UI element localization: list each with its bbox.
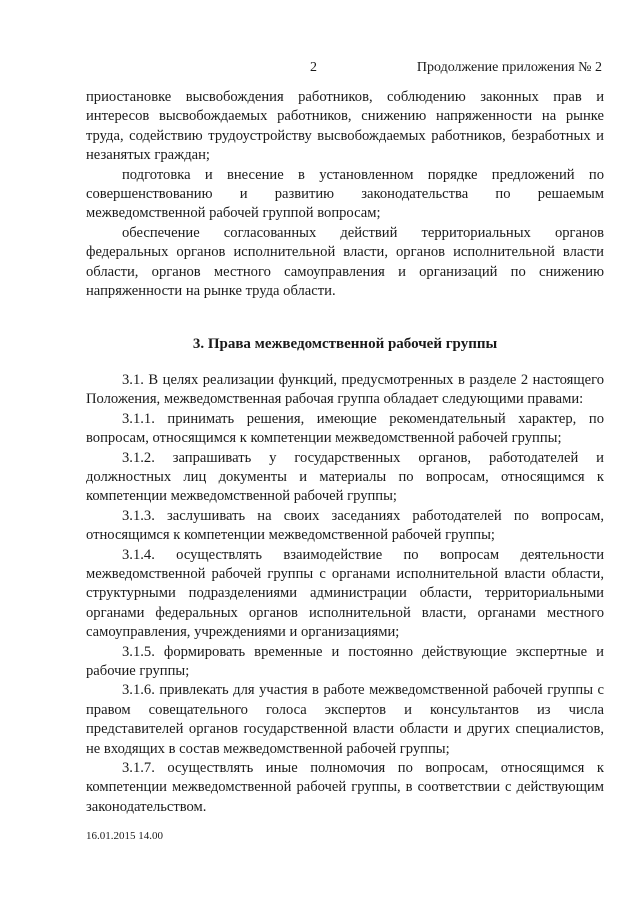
right-3-1-2: 3.1.2. запрашивать у государственных органов, работодателей и должностных лиц документы и материалы по вопросам, относящимся к компетенции межведомственной рабочей группы; <box>86 449 604 505</box>
right-3-1-3: 3.1.3. заслушивать на своих заседаниях работодателей по вопросам, относящимся к компетенции межведомственной рабочей группы; <box>86 507 604 544</box>
footer-timestamp: 16.01.2015 14.00 <box>86 830 163 842</box>
appendix-note: Продолжение приложения № 2 <box>416 60 602 75</box>
section-heading: 3. Права межведомственной рабочей группы <box>192 336 498 353</box>
right-3-1-5: 3.1.5. формировать временные и постоянно действующие экспертные и рабочие группы; <box>86 643 604 679</box>
document-body <box>86 88 604 817</box>
right-3-1: 3.1. В целях реализации функций, предусмотренных в разделе 2 настоящего Положения, межведомственная рабочая группа обладает следующими правами: <box>86 371 604 408</box>
continuation-paragraph: приостановке высвобождения работников, соблюдению законных прав и интересов высвобождаемых работников, снижению напряженности на рынке труда, содействию трудоустройству высвобождаемых работников, безработных и незанятых граждан; <box>86 89 604 164</box>
right-3-1-7: 3.1.7. осуществлять иные полномочия по вопросам, относящимся к компетенции межведомственной рабочей группы, в соответствии с действующим законодательством. <box>86 760 604 815</box>
paragraph-preparation: подготовка и внесение в установленном порядке предложений по совершенствованию и развитию законодательства по решаемым межведомственной рабочей группой вопросам; <box>86 166 604 222</box>
right-3-1-1: 3.1.1. принимать решения, имеющие рекомендательный характер, по вопросам, относящимся к компетенции межведомственной рабочей группы; <box>86 410 604 447</box>
paragraph-coordination: обеспечение согласованных действий территориальных органов федеральных органов исполнительной власти, органов исполнительной власти области, органов местного самоуправления и организаций по снижению напряженности на рынке труда области. <box>86 224 604 300</box>
right-3-1-6: 3.1.6. привлекать для участия в работе межведомственной рабочей группы с правом совещательного голоса экспертов и консультантов из числа представителей органов государственной власти области и других специалистов, не входящих в состав межведомственной рабочей группы; <box>86 682 604 757</box>
page-number: 2 <box>310 60 317 75</box>
right-3-1-4: 3.1.4. осуществлять взаимодействие по вопросам деятельности межведомственной рабочей группы с органами исполнительной власти области, структурными подразделениями администрации области, территориальными органами федеральных органов исполнительной власти, органами местного самоуправления, учреждениями и организациями; <box>86 546 604 641</box>
